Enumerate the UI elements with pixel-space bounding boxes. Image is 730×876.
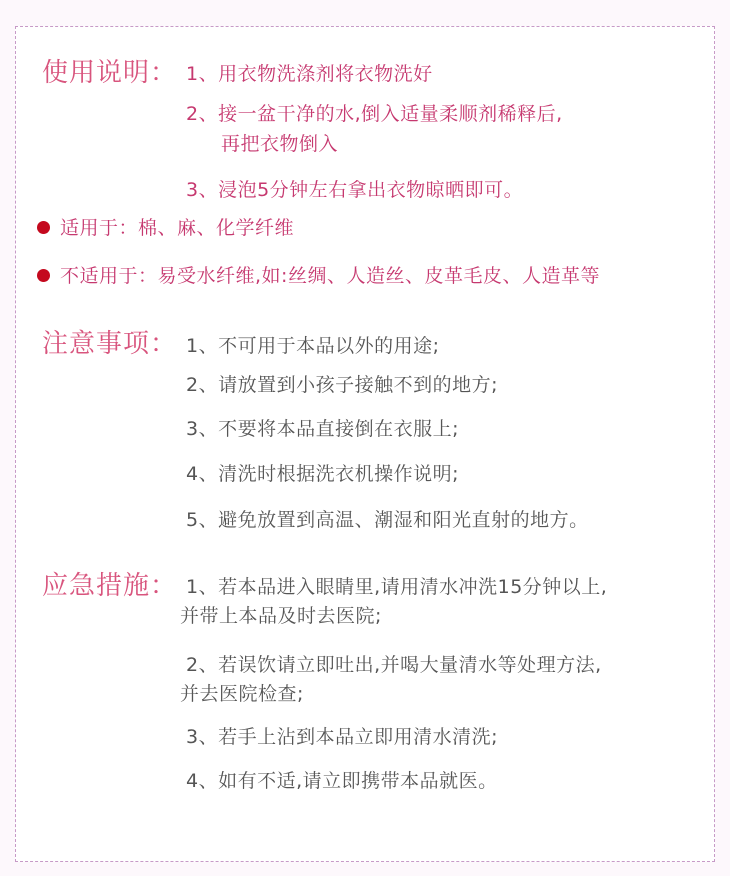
note-item-4: 4、清洗时根据洗衣机操作说明;	[186, 463, 459, 485]
emergency-item-3: 3、若手上沾到本品立即用清水清洗;	[186, 726, 498, 748]
usage-step-2-continued: 再把衣物倒入	[221, 133, 339, 155]
emergency-item-1-continued: 并带上本品及时去医院;	[180, 605, 382, 627]
suitable-fabrics: 适用于：棉、麻、化学纤维	[60, 217, 295, 239]
notes-heading: 注意事项：	[42, 329, 178, 359]
emergency-item-2: 2、若误饮请立即吐出,并喝大量清水等处理方法,	[186, 654, 602, 676]
usage-step-2: 2、接一盆干净的水,倒入适量柔顺剂稀释后,	[186, 103, 563, 125]
note-item-2: 2、请放置到小孩子接触不到的地方;	[186, 374, 498, 396]
emergency-item-2-continued: 并去医院检查;	[180, 683, 304, 705]
bullet-icon	[37, 221, 50, 234]
usage-step-3: 3、浸泡5分钟左右拿出衣物晾晒即可。	[186, 179, 524, 201]
unsuitable-fabrics: 不适用于：易受水纤维,如:丝绸、人造丝、皮革毛皮、人造革等	[60, 265, 600, 287]
usage-heading: 使用说明：	[42, 58, 178, 88]
note-item-1: 1、不可用于本品以外的用途;	[186, 335, 440, 357]
emergency-item-4: 4、如有不适,请立即携带本品就医。	[186, 770, 498, 792]
note-item-3: 3、不要将本品直接倒在衣服上;	[186, 418, 459, 440]
note-item-5: 5、避免放置到高温、潮湿和阳光直射的地方。	[186, 509, 589, 531]
bullet-icon	[37, 269, 50, 282]
emergency-item-1: 1、若本品进入眼睛里,请用清水冲洗15分钟以上,	[186, 576, 608, 598]
usage-step-1: 1、用衣物洗涤剂将衣物洗好	[186, 63, 433, 85]
emergency-heading: 应急措施：	[42, 571, 178, 601]
